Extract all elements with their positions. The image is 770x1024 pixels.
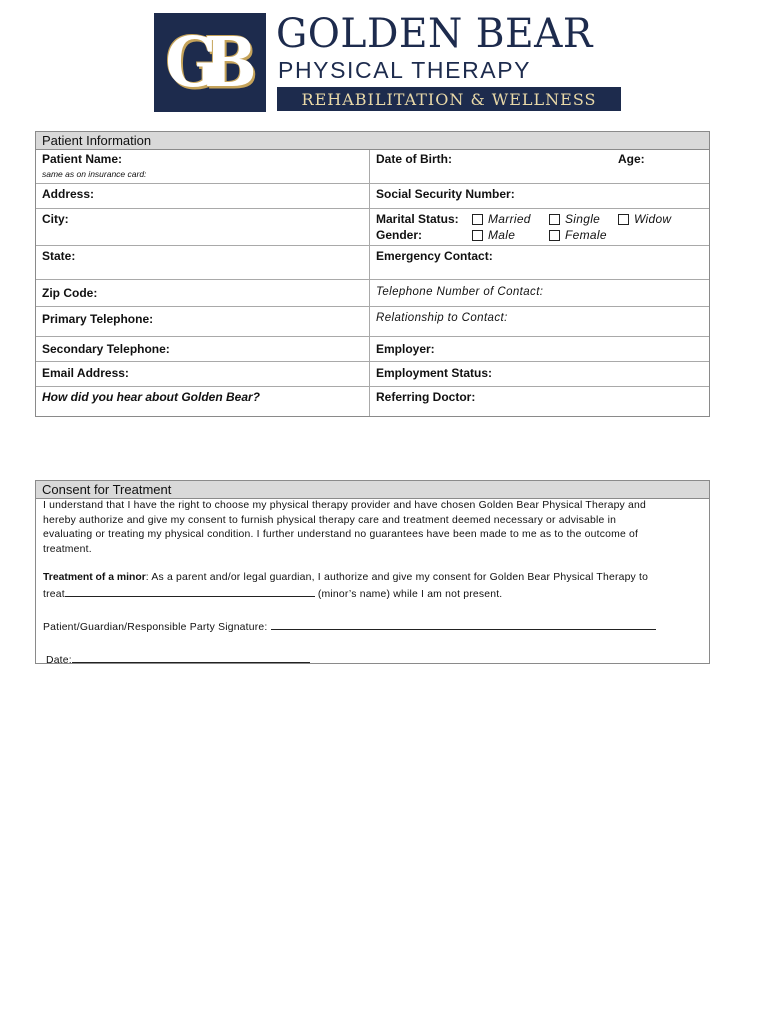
row-name-dob [36, 150, 709, 183]
row-state-emergency [36, 245, 709, 279]
signature-row [43, 619, 708, 636]
consent-line: treatment. [43, 543, 92, 555]
referring-doctor-field[interactable]: Referring Doctor: [376, 390, 476, 404]
minor-text: : As a parent and/or legal guardian, I authorize and give my consent for Golden Bear Physical Therapy to [145, 572, 649, 584]
consent-text [43, 499, 708, 669]
logo-tagline: REHABILITATION & WELLNESS [277, 87, 621, 111]
gender-option-male[interactable]: Male [472, 228, 515, 242]
how-heard-field[interactable]: How did you hear about Golden Bear? [42, 390, 261, 404]
marital-option-married[interactable]: Married [472, 212, 531, 226]
signature-input[interactable] [271, 619, 656, 630]
female-checkbox[interactable] [549, 230, 560, 241]
date-row [43, 652, 708, 669]
marital-status-label: Marital Status: [376, 212, 459, 226]
emergency-contact-field[interactable]: Emergency Contact: [376, 249, 493, 263]
city-field[interactable]: City: [42, 212, 69, 226]
date-label: Date: [46, 655, 72, 667]
primary-telephone-field[interactable]: Primary Telephone: [42, 312, 154, 326]
minor-consent [43, 571, 708, 586]
relationship-field[interactable]: Relationship to Contact: [376, 312, 508, 324]
insurance-note: same as on insurance card: [42, 169, 147, 179]
logo-name: GOLDEN BEAR [276, 11, 593, 57]
date-input[interactable] [72, 652, 310, 663]
section-header: Patient Information [36, 132, 709, 150]
signature-label: Patient/Guardian/Responsible Party Signature: [43, 621, 268, 633]
married-checkbox[interactable] [472, 214, 483, 225]
row-zip-contact-phone [36, 279, 709, 306]
clinic-logo [154, 13, 624, 113]
email-address-field[interactable]: Email Address: [42, 366, 129, 380]
section-header: Consent for Treatment [36, 481, 709, 499]
row-referral [36, 386, 709, 416]
address-field[interactable]: Address: [42, 187, 95, 201]
patient-information-section [35, 131, 710, 417]
patient-name-field[interactable]: Patient Name: [42, 152, 123, 166]
consent-line: hereby authorize and give my consent to furnish physical therapy care and treatment deemed necessary or advisable in [43, 514, 617, 526]
marital-option-widow[interactable]: Widow [618, 212, 671, 226]
logo-subtitle: PHYSICAL THERAPY [278, 57, 532, 83]
gender-label: Gender: [376, 228, 423, 242]
male-checkbox[interactable] [472, 230, 483, 241]
row-city-marital [36, 208, 709, 245]
contact-phone-field[interactable]: Telephone Number of Contact: [376, 286, 544, 298]
minor-label: Treatment of a minor [43, 572, 146, 584]
ssn-field[interactable]: Social Security Number: [376, 187, 515, 201]
row-address-ssn [36, 183, 709, 208]
minor-name-input[interactable] [65, 586, 315, 597]
marital-option-single[interactable]: Single [549, 212, 600, 226]
row-email-employment [36, 361, 709, 386]
single-checkbox[interactable] [549, 214, 560, 225]
consent-line: evaluating or treating my physical condition. I further understand no guarantees have been made to me as to the outcome of [43, 529, 639, 541]
zip-code-field[interactable]: Zip Code: [42, 286, 98, 300]
gender-option-female[interactable]: Female [549, 228, 607, 242]
widow-checkbox[interactable] [618, 214, 629, 225]
state-field[interactable]: State: [42, 249, 76, 263]
logo-monogram: GB [154, 13, 266, 112]
date-of-birth-field[interactable]: Date of Birth: [376, 152, 452, 166]
secondary-telephone-field[interactable]: Secondary Telephone: [42, 342, 170, 356]
row-primary-relationship [36, 306, 709, 336]
employer-field[interactable]: Employer: [376, 342, 435, 356]
row-secondary-employer [36, 336, 709, 361]
minor-name-line: treat (minor’s name) while I am not present. [43, 586, 708, 603]
age-field[interactable]: Age: [618, 152, 645, 166]
consent-section [35, 480, 710, 667]
consent-line: I understand that I have the right to choose my physical therapy provider and have chosen Golden Bear Physical Therapy and [43, 500, 646, 511]
employment-status-field[interactable]: Employment Status: [376, 366, 493, 380]
